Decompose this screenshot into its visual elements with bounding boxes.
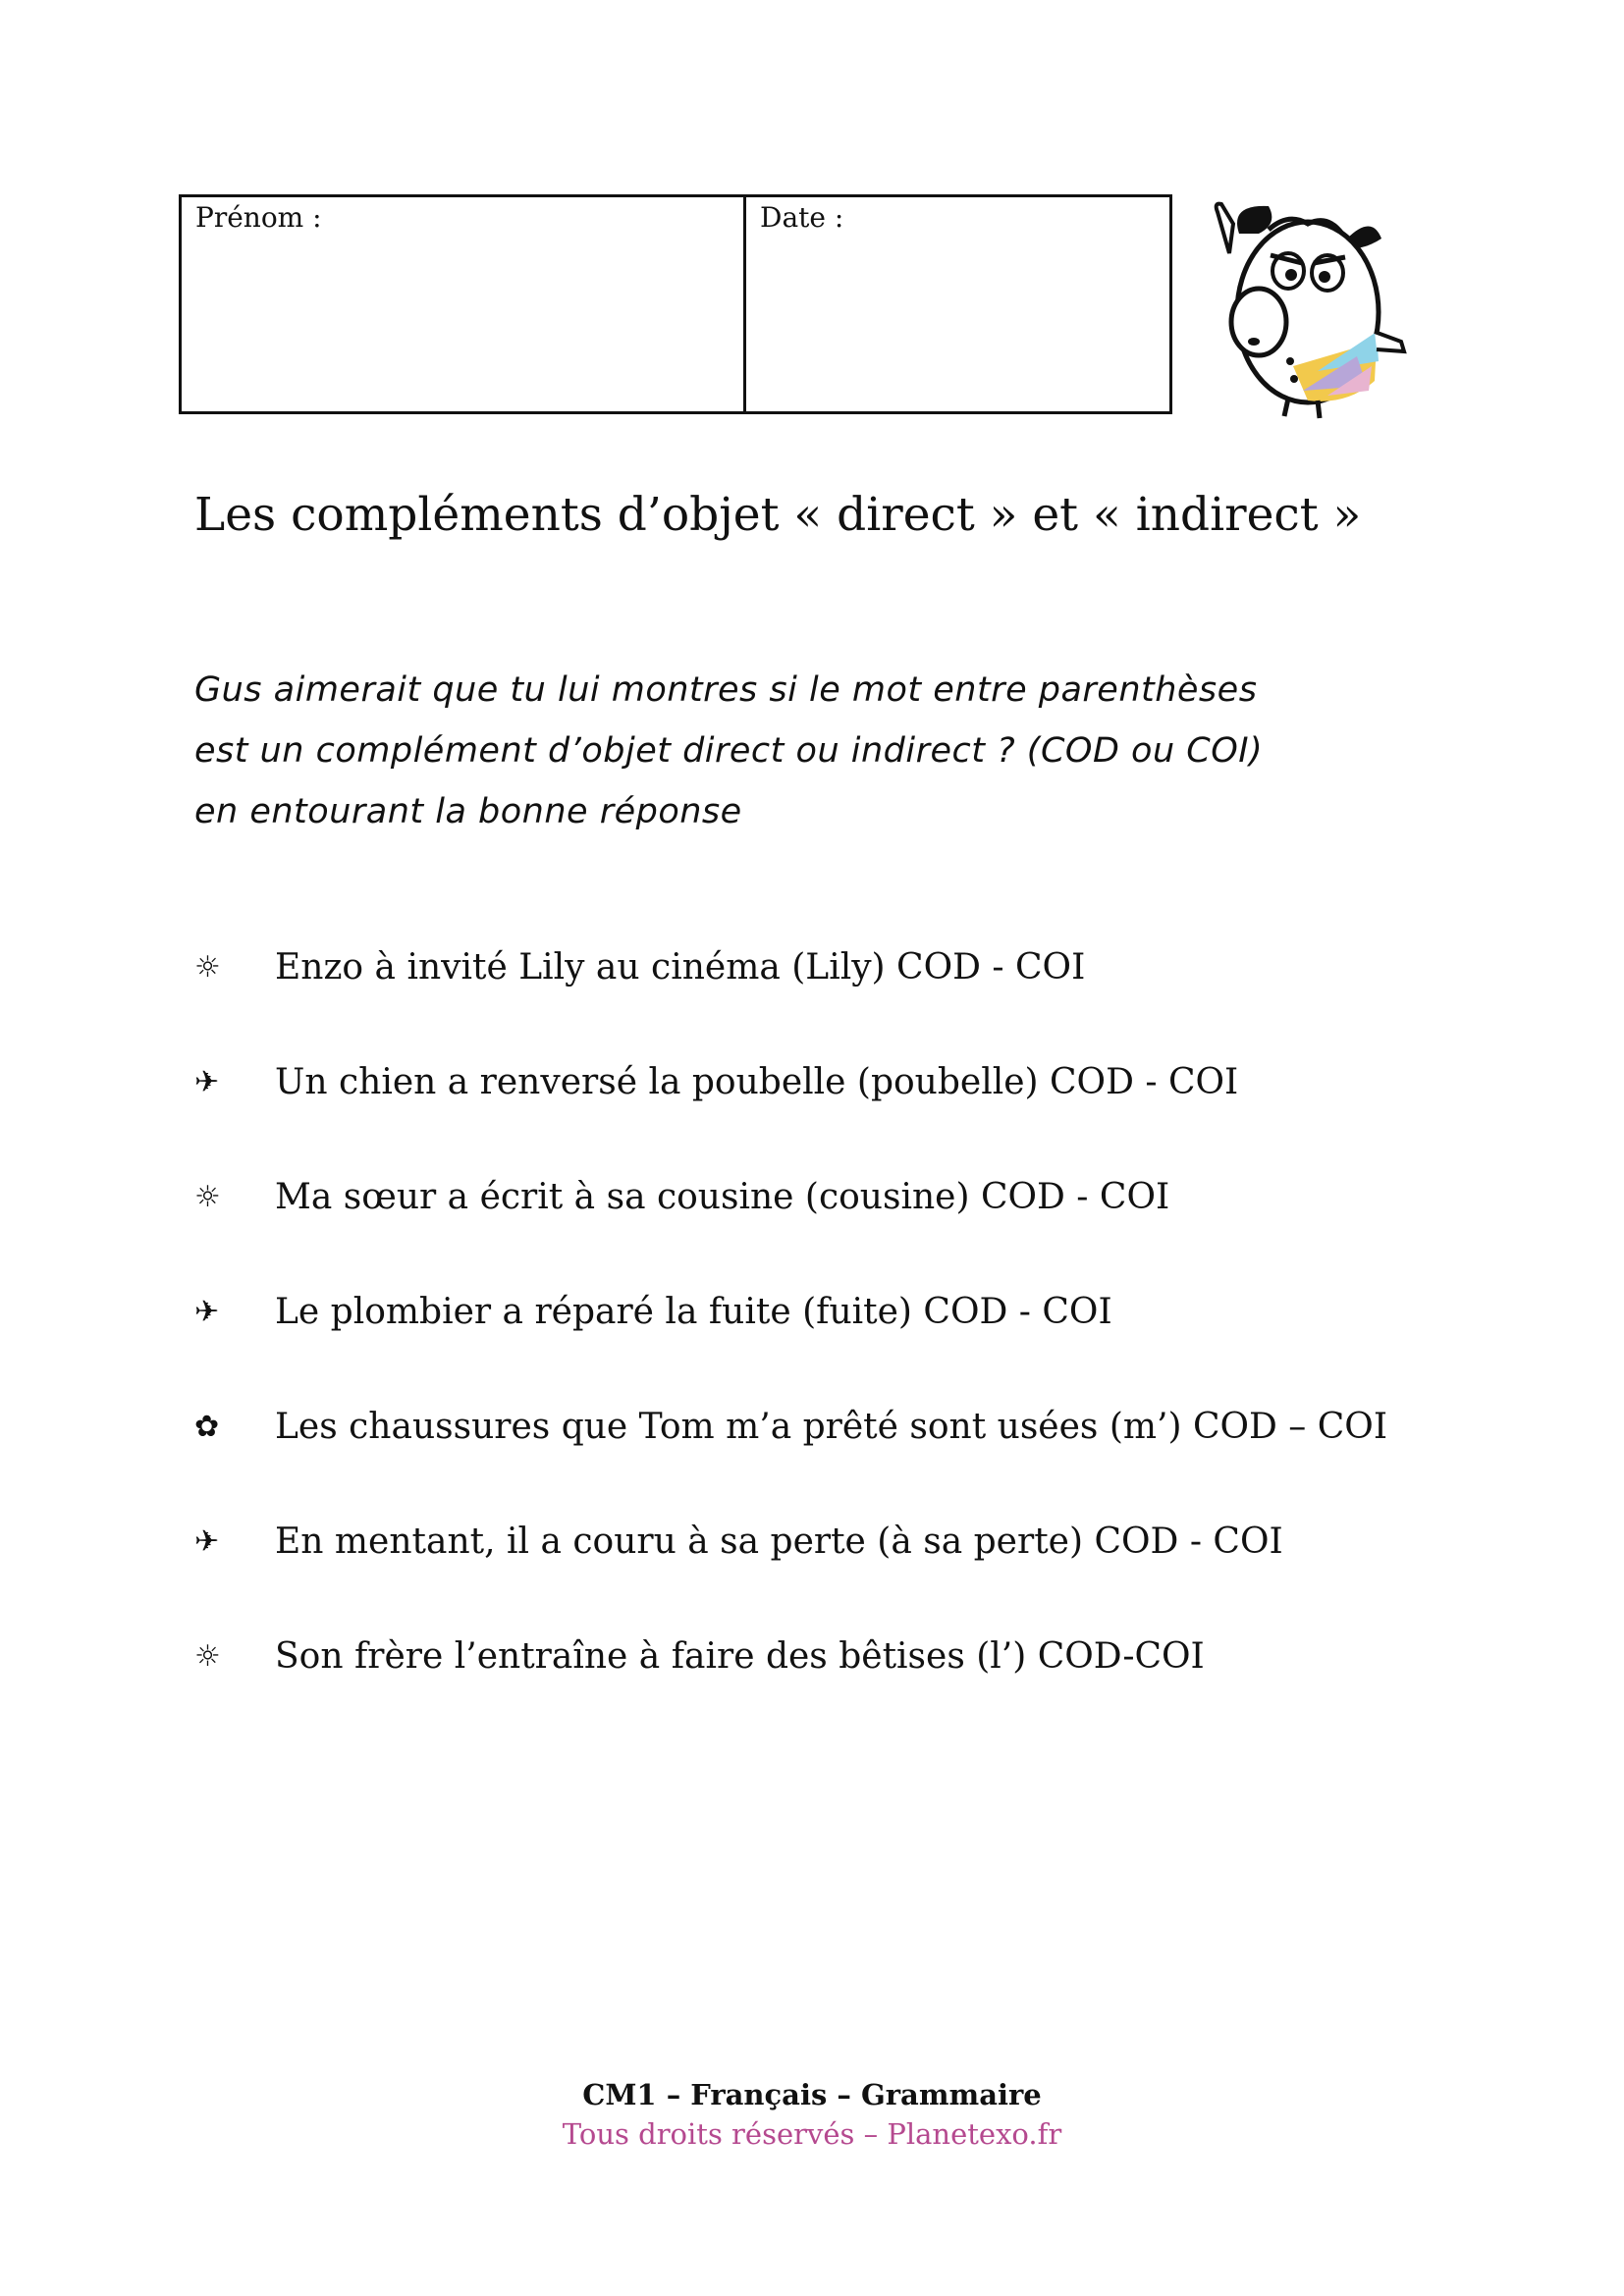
- exercise-item: [194, 944, 1387, 1059]
- plane-bullet-icon: ✈: [194, 1295, 220, 1329]
- prenom-field[interactable]: [182, 197, 746, 411]
- page-title: Les compléments d’objet « direct » et « indirect »: [194, 488, 1362, 542]
- exercise-item: [194, 1059, 1387, 1174]
- instructions: [194, 660, 1471, 842]
- exercise-text[interactable]: Un chien a renversé la poubelle (poubelle) COD - COI: [275, 1062, 1239, 1102]
- date-field[interactable]: [746, 197, 1169, 411]
- exercise-text[interactable]: Ma sœur a écrit à sa cousine (cousine) COD - COI: [275, 1177, 1170, 1217]
- plane-bullet-icon: ✈: [194, 1524, 220, 1559]
- exercise-item: [194, 1404, 1387, 1519]
- sun-bullet-icon: ☼: [194, 1180, 221, 1214]
- sun-bullet-icon: ☼: [194, 1639, 221, 1674]
- exercise-item: [194, 1289, 1387, 1404]
- instruction-line: est un complément d’objet direct ou indirect ? (COD ou COI): [194, 731, 1264, 771]
- footer-subject: CM1 – Français – Grammaire: [582, 2078, 1042, 2111]
- exercise-item: [194, 1633, 1387, 1748]
- exercise-text[interactable]: Enzo à invité Lily au cinéma (Lily) COD - COI: [275, 947, 1086, 988]
- student-info-box: [179, 194, 1172, 414]
- exercise-text[interactable]: En mentant, il a couru à sa perte (à sa perte) COD - COI: [275, 1522, 1283, 1562]
- prenom-label: Prénom :: [195, 201, 322, 234]
- sun-bullet-icon: ☼: [194, 950, 221, 985]
- exercise-item: [194, 1519, 1387, 1633]
- mascot-sheep-illustration: [1200, 194, 1414, 420]
- exercise-text[interactable]: Les chaussures que Tom m’a prêté sont usées (m’) COD – COI: [275, 1407, 1388, 1447]
- exercise-list: [194, 944, 1387, 1748]
- date-label: Date :: [760, 201, 844, 234]
- footer-copyright[interactable]: Tous droits réservés – Planetexo.fr: [562, 2117, 1062, 2151]
- exercise-text[interactable]: Le plombier a réparé la fuite (fuite) COD - COI: [275, 1292, 1112, 1332]
- plane-bullet-icon: ✈: [194, 1065, 220, 1099]
- exercise-item: [194, 1174, 1387, 1289]
- instruction-line: Gus aimerait que tu lui montres si le mot entre parenthèses: [194, 670, 1258, 710]
- flower-bullet-icon: ✿: [194, 1410, 220, 1444]
- exercise-text[interactable]: Son frère l’entraîne à faire des bêtises (l’) COD-COI: [275, 1636, 1205, 1677]
- instruction-line: en entourant la bonne réponse: [194, 792, 742, 831]
